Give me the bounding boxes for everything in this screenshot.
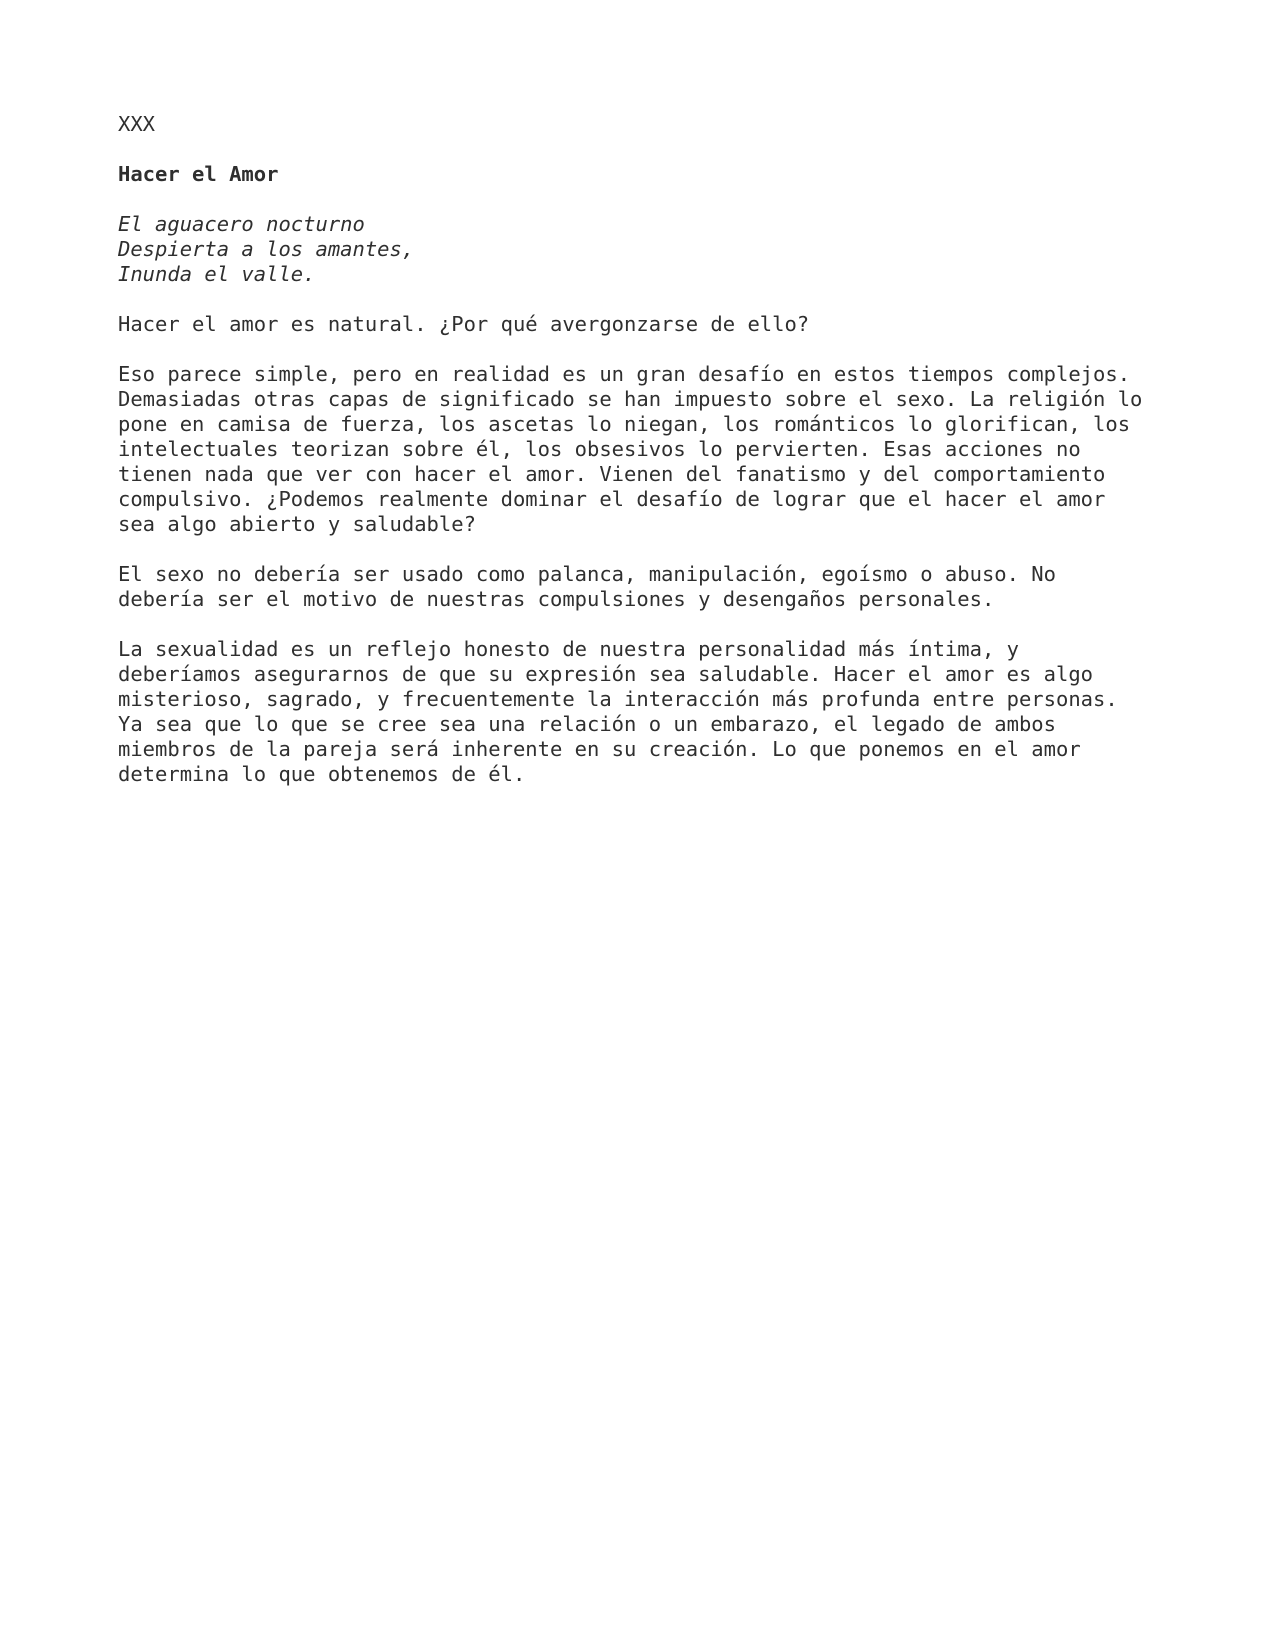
paragraph: Eso parece simple, pero en realidad es un gran desafío en estos tiempos complejos. Demasiadas otras capas de significado se han impuesto sobre el sexo. La religión lo pone en camisa de fuerza, los ascetas lo niegan, los románticos lo glorifican, los intelectuales teorizan sobre él, los obsesivos lo pervierten. Esas acciones no tienen nada que ver con hacer el amor. Vienen del fanatismo y del comportamiento compulsivo. ¿Podemos realmente dominar el desafío de lograr que el hacer el amor sea algo abierto y saludable? (118, 362, 1143, 536)
haiku-line: Despierta a los amantes, (118, 237, 415, 261)
document-page (118, 112, 1198, 812)
haiku (118, 212, 1198, 287)
paragraph: La sexualidad es un reflejo honesto de nuestra personalidad más íntima, y deberíamos asegurarnos de que su expresión sea saludable. Hacer el amor es algo misterioso, sagrado, y frecuentemente la interacción más profunda entre personas. Ya sea que lo que se cree sea una relación o un embarazo, el legado de ambos miembros de la pareja será inherente en su creación. Lo que ponemos en el amor determina lo que obtenemos de él. (118, 637, 1118, 786)
paragraph: Hacer el amor es natural. ¿Por qué avergonzarse de ello? (118, 312, 810, 336)
chapter-title: Hacer el Amor (118, 162, 279, 186)
haiku-line: El aguacero nocturno (118, 212, 365, 236)
haiku-line: Inunda el valle. (118, 262, 316, 286)
paragraph: El sexo no debería ser usado como palanca, manipulación, egoísmo o abuso. No debería ser el motivo de nuestras compulsiones y desengaños personales. (118, 562, 1056, 611)
chapter-number: XXX (118, 112, 156, 136)
